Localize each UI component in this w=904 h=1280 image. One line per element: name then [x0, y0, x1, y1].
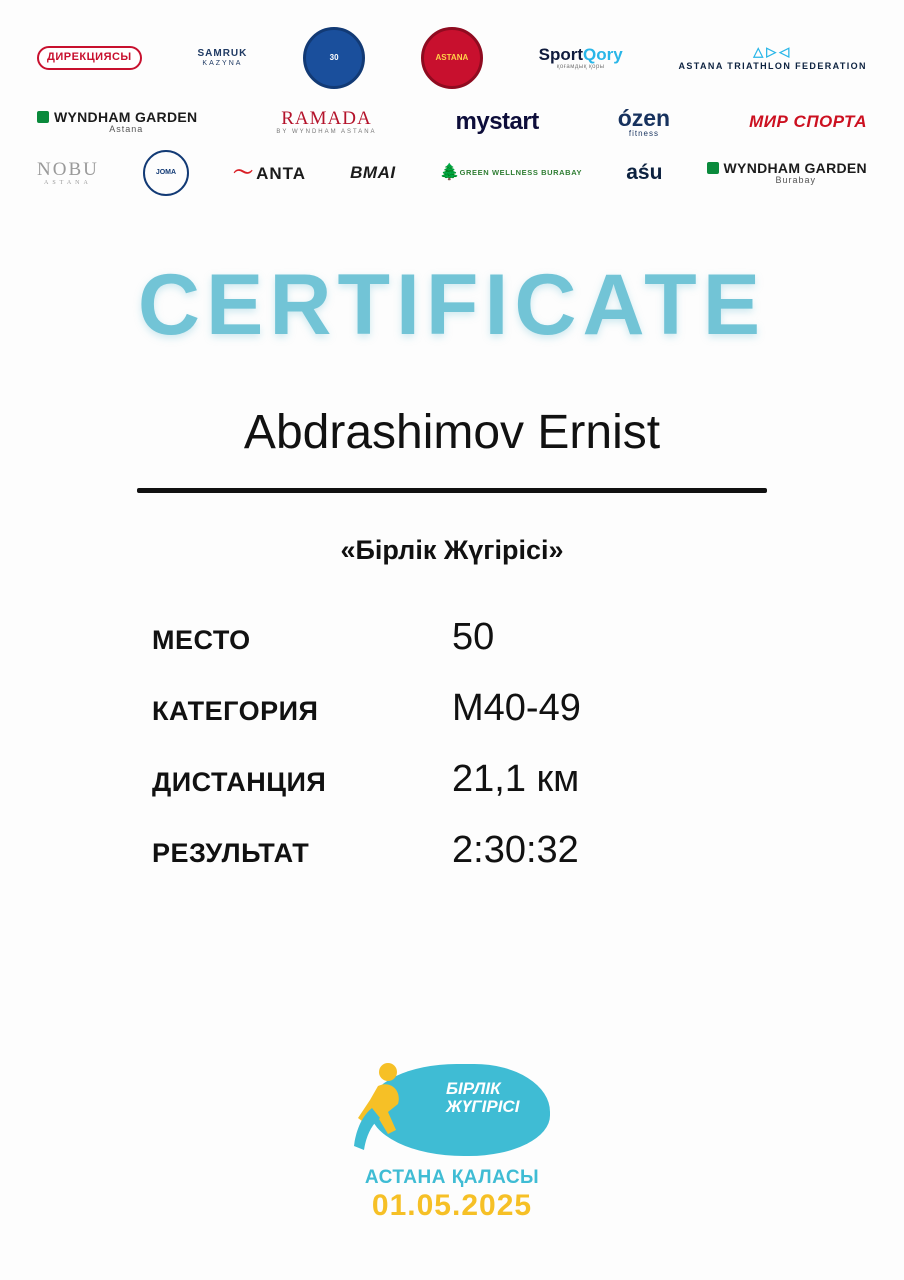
mir-sporta-logo	[749, 100, 867, 144]
wyndham-square-icon	[37, 111, 49, 123]
samruk-main-text: SAMRUK	[197, 48, 248, 60]
wyndham-burabay-main: WYNDHAM GARDEN	[723, 159, 867, 176]
page-title: CERTIFICATE	[137, 257, 767, 353]
gwb-text: GREEN WELLNESS BURABAY	[459, 168, 583, 178]
result-label-time: РЕЗУЛЬТАТ	[152, 838, 310, 868]
mystart-logo	[456, 100, 539, 144]
gwb-wrap	[440, 165, 582, 182]
dirkciyasy-logo	[37, 22, 142, 94]
emblem-date: 01.05.2025	[371, 1189, 533, 1222]
wyndham-astana-text	[37, 110, 197, 134]
sponsor-logos	[37, 22, 867, 196]
wyndham-burabay-square-icon	[707, 162, 719, 174]
table-row	[152, 758, 752, 801]
asu-text: aśu	[626, 160, 663, 184]
sponsor-row-1	[37, 22, 867, 94]
wyndham-garden-astana-logo	[37, 100, 197, 144]
anta-swoosh-icon: 〜	[233, 161, 255, 184]
nobu-text	[37, 160, 99, 186]
sponsor-row-2	[37, 100, 867, 144]
sport-qory-logo-text	[539, 46, 623, 70]
result-label-category: КАТЕГОРИЯ	[152, 696, 319, 726]
table-row	[152, 687, 752, 730]
joma-logo	[143, 150, 189, 196]
astana-emblem-logo	[421, 22, 483, 94]
runner-icon	[348, 1060, 418, 1158]
emblem-city: АСТАНА ҚАЛАСЫ	[364, 1167, 540, 1188]
ramada-main: RAMADA	[281, 107, 372, 129]
result-value-category: M40-49	[452, 687, 581, 729]
result-value-time: 2:30:32	[452, 829, 579, 871]
ozen-sub: fitness	[628, 128, 659, 138]
ramada-astana-logo	[276, 100, 376, 144]
wyndham-astana-sub: Astana	[109, 123, 144, 134]
emblem-title-line1: БІРЛІК	[446, 1079, 501, 1098]
nobu-logo	[37, 150, 99, 196]
mystart-text: mystart	[455, 108, 539, 136]
tree-icon: 🌲	[439, 163, 460, 181]
event-name: «Бірлік Жүгірісі»	[340, 535, 564, 565]
athlete-name: Abdrashimov Ernist	[243, 406, 661, 459]
atf-logo-text	[679, 44, 867, 73]
emblem-artwork	[342, 1058, 562, 1163]
bmai-text: BMAI	[350, 163, 396, 183]
divider	[137, 488, 767, 493]
sport-qory-word-qory: Qory	[583, 44, 623, 64]
mir-sporta-text: МИР СПОРТА	[749, 112, 867, 132]
astana-triathlon-federation-logo	[679, 22, 867, 94]
nobu-main: NOBU	[37, 158, 99, 180]
event-emblem	[312, 1058, 592, 1222]
result-label-place: МЕСТО	[152, 625, 251, 655]
wyndham-burabay-text	[707, 161, 867, 185]
ramada-sub: BY WYNDHAM ASTANA	[276, 128, 377, 135]
samruk-kazyna-logo-text	[197, 49, 247, 67]
sport-qory-sub: қоғамдық қоры	[556, 63, 605, 70]
table-row	[152, 829, 752, 872]
emblem-title-line2: ЖҮГІРІСІ	[446, 1096, 520, 1116]
samruk-sub-text: KAZYNA	[202, 59, 243, 67]
ozen-text	[618, 106, 670, 139]
sport-qory-logo	[539, 22, 623, 94]
bmai-logo	[350, 150, 395, 196]
ozen-main: ózen	[617, 104, 671, 131]
anta-main: ANTA	[256, 163, 307, 183]
emblem-title	[446, 1080, 556, 1116]
result-value-place: 50	[452, 616, 495, 658]
sport-qory-word-sport: Sport	[538, 44, 584, 64]
joma-text: JOMA	[143, 150, 189, 196]
results-table	[152, 616, 752, 872]
result-label-distance: ДИСТАНЦИЯ	[152, 767, 327, 797]
dirkciyasy-logo-text: ДИРЕКЦИЯСЫ	[37, 46, 142, 70]
table-row	[152, 616, 752, 659]
anniversary-badge: 30	[303, 27, 365, 89]
result-value-distance: 21,1 км	[452, 758, 580, 800]
green-wellness-burabay-logo	[440, 150, 582, 196]
asu-logo	[626, 150, 662, 196]
anta-logo	[233, 150, 306, 196]
anta-text	[233, 163, 306, 184]
nobu-sub: ASTANA	[43, 179, 92, 186]
kazakhstan-30-anniversary-logo	[303, 22, 365, 94]
wyndham-astana-main: WYNDHAM GARDEN	[54, 108, 198, 125]
ozen-fitness-logo	[618, 100, 670, 144]
sponsor-row-3	[37, 150, 867, 196]
samruk-kazyna-logo	[197, 22, 247, 94]
triangle-icon: △▷◁	[753, 43, 793, 59]
ramada-text	[276, 109, 376, 135]
wyndham-burabay-sub: Burabay	[775, 174, 817, 185]
wyndham-garden-burabay-logo	[707, 150, 867, 196]
atf-text: ASTANA TRIATHLON FEDERATION	[678, 60, 867, 71]
astana-badge: ASTANA	[421, 27, 483, 89]
